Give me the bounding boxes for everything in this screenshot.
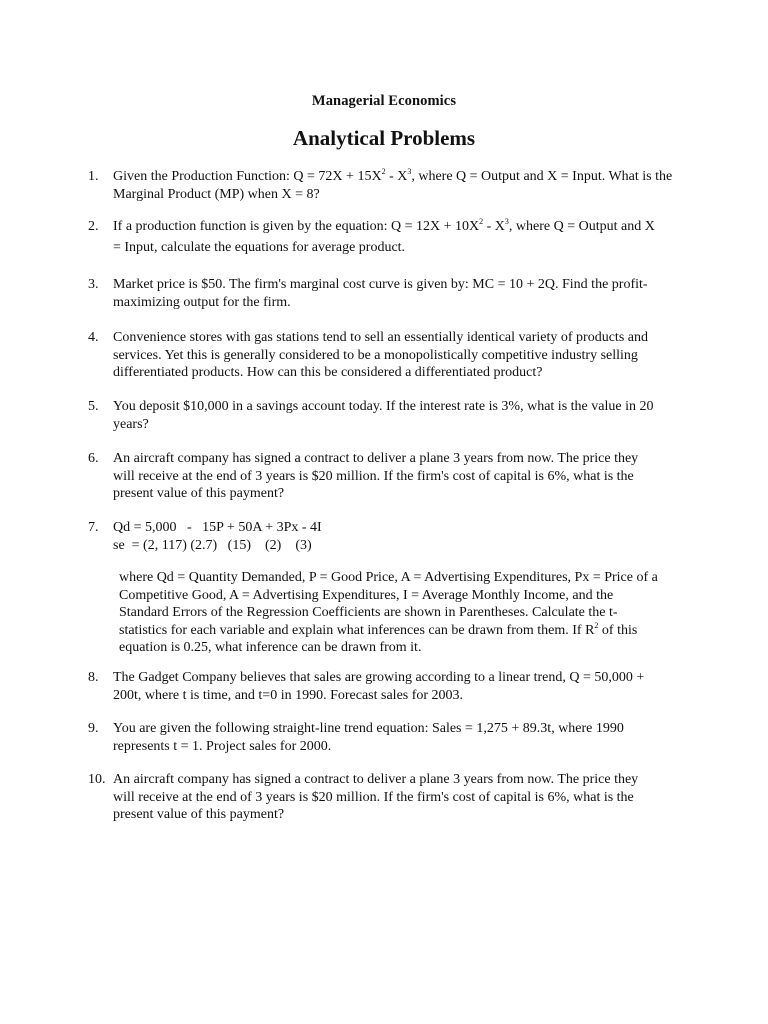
problem-text-line: present value of this payment? [113,807,285,822]
problem-10 [88,771,688,824]
explanation-line: equation is 0.25, what inference can be drawn from it. [119,640,422,655]
problem-number: 4. [88,330,99,345]
explanation-line: Standard Errors of the Regression Coefficients are shown in Parentheses. Calculate the t- [119,605,618,620]
problem-number: 2. [88,219,99,234]
problem-7 [88,519,688,554]
problem-text-line: Given the Production Function: $Q = 72X + 15X^2 - X^3$, where Q = Output and X = Input. What is the [113,167,673,184]
problem-number: 5. [88,399,99,414]
explanation-line: Competitive Good, A = Advertising Expenditures, I = Average Monthly Income, and the [119,587,614,603]
problem-text-line: An aircraft company has signed a contract to deliver a plane 3 years from now. The price they [113,451,639,466]
problem-text-line: maximizing output for the firm. [113,294,291,310]
problem-4 [88,329,688,382]
problem-8 [88,669,688,704]
problem-text-line: will receive at the end of 3 years is $20 million. If the firm's cost of capital is 6%, what is the [113,789,634,805]
regression-equation: Qd = 5,000 - 15P + 50A + 3Px - 4I [113,520,322,535]
problem-text-line: If a production function is given by the equation: $Q = 12X + 10X^2 - X^3$, where Q = Output and X [113,217,655,234]
problem-text-line: You are given the following straight-line trend equation: Sales = 1,275 + 89.3t, where 1990 [113,721,624,736]
problem-text-line: will receive at the end of 3 years is $20 million. If the firm's cost of capital is 6%, what is the [113,468,634,484]
problem-number: 8. [88,670,99,685]
problem-text-line: Market price is $50. The firm's marginal cost curve is given by: MC = 10 + 2Q. Find the profit- [113,277,648,292]
course-heading: Managerial Economics [311,93,457,109]
explanation-line: statistics for each variable and explain what inferences can be drawn from them. If $R^2$ of this [119,620,638,638]
problem-6 [88,450,688,503]
problem-5 [88,398,688,433]
problem-7-explanation [119,569,689,657]
problem-text-line: differentiated products. How can this be considered a differentiated product? [113,365,543,380]
problem-text-line: The Gadget Company believes that sales are growing according to a linear trend, Q = 50,000 + [113,670,645,685]
problem-3 [88,276,688,311]
problem-text-line: = Input, calculate the equations for average product. [113,239,406,255]
problem-text-line: 200t, where t is time, and t=0 in 1990. Forecast sales for 2003. [113,687,464,703]
problem-1 [88,168,688,203]
problem-number: 10. [88,772,106,787]
problem-text-line: years? [113,416,149,432]
problem-number: 3. [88,277,99,292]
problem-number: 9. [88,721,99,736]
problem-number: 7. [88,520,99,535]
problem-text-line: An aircraft company has signed a contract to deliver a plane 3 years from now. The price they [113,772,639,787]
problem-text-line: services. Yet this is generally considered to be a monopolistically competitive industry selling [113,347,638,363]
problem-text-line: represents t = 1. Project sales for 2000. [113,738,332,754]
standard-errors: se = (2, 117) (2.7) (15) (2) (3) [113,537,312,553]
problem-text-line: present value of this payment? [113,486,285,501]
problem-text-line: Marginal Product (MP) when X = 8? [113,186,320,202]
problem-text-line: You deposit $10,000 in a savings account today. If the interest rate is 3%, what is the value in 20 [113,399,654,414]
problem-number: 6. [88,451,99,466]
problem-text-line: Convenience stores with gas stations tend to sell an essentially identical variety of products and [113,330,648,345]
problem-2 [88,218,688,256]
problem-number: 1. [88,169,99,184]
explanation-line: where Qd = Quantity Demanded, P = Good Price, A = Advertising Expenditures, Px = Price of a [119,570,658,585]
page-title: Analytical Problems [292,126,476,150]
problem-9 [88,720,688,755]
